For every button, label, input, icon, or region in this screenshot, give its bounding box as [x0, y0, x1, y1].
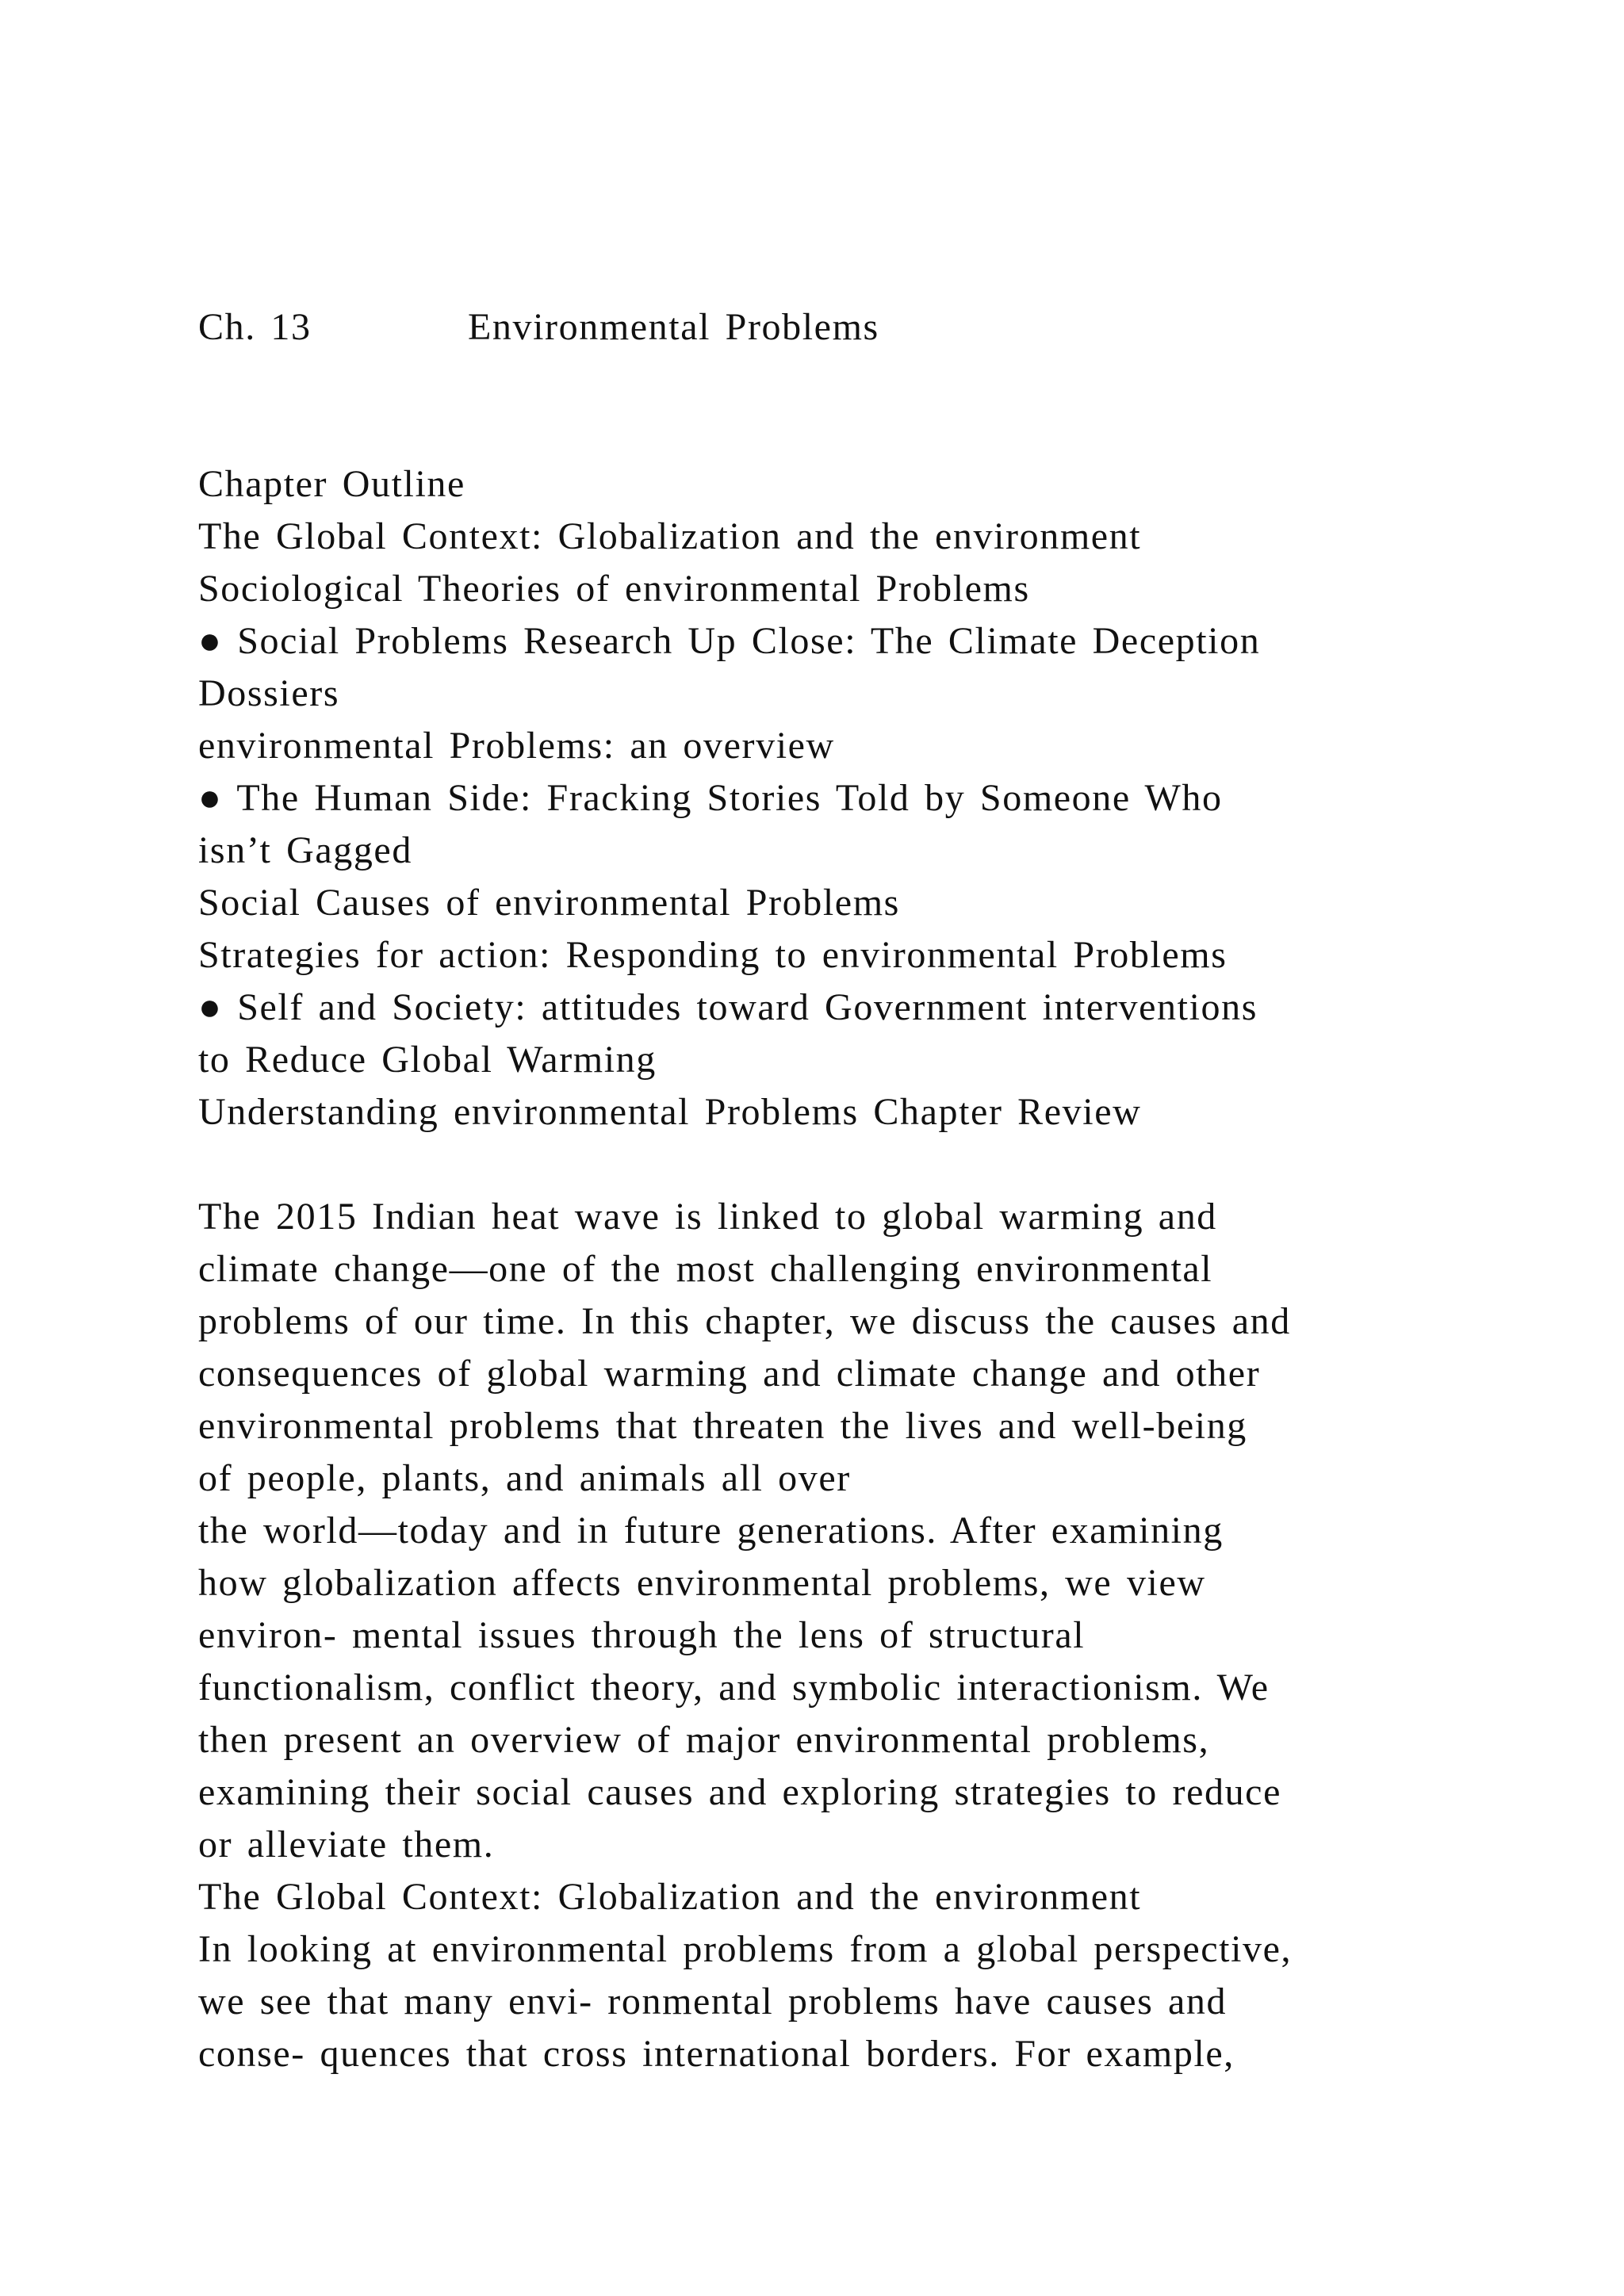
- outline-line: Social Causes of environmental Problems: [198, 882, 900, 924]
- section-heading: The Global Context: Globalization and the environment: [198, 1876, 1142, 1918]
- body-line: of people, plants, and animals all over: [198, 1457, 851, 1499]
- chapter-heading: [198, 301, 879, 354]
- outline-line: to Reduce Global Warming: [198, 1039, 657, 1081]
- body-line: how globalization affects environmental problems, we view: [198, 1562, 1206, 1604]
- body-line: the world—today and in future generations. After examining: [198, 1510, 1224, 1552]
- body-line: The 2015 Indian heat wave is linked to global warming and: [198, 1196, 1217, 1238]
- body-line: problems of our time. In this chapter, we discuss the causes and: [198, 1300, 1291, 1342]
- outline-line: The Global Context: Globalization and the environment: [198, 515, 1142, 557]
- outline-heading: Chapter Outline: [198, 463, 465, 505]
- outline-line: ● Self and Society: attitudes toward Government interventions: [198, 986, 1258, 1028]
- body-line: In looking at environmental problems from a global perspective,: [198, 1928, 1293, 1970]
- outline-line: Strategies for action: Responding to environmental Problems: [198, 934, 1228, 976]
- body-line: environ- mental issues through the lens of structural: [198, 1614, 1086, 1656]
- body-line: we see that many envi- ronmental problems have causes and: [198, 1980, 1228, 2022]
- body-line: examining their social causes and exploring strategies to reduce: [198, 1771, 1281, 1813]
- body-line: consequences of global warming and climate change and other: [198, 1353, 1261, 1395]
- body-line: then present an overview of major environmental problems,: [198, 1719, 1210, 1761]
- outline-line: isn’t Gagged: [198, 829, 412, 871]
- outline-line: Sociological Theories of environmental Problems: [198, 568, 1030, 610]
- outline-line: ● Social Problems Research Up Close: The Climate Deception: [198, 620, 1261, 662]
- outline-line: Dossiers: [198, 672, 340, 714]
- body-line: functionalism, conflict theory, and symbolic interactionism. We: [198, 1667, 1270, 1709]
- chapter-title: Environmental Problems: [468, 306, 879, 348]
- body-line: conse- quences that cross international borders. For example,: [198, 2033, 1235, 2075]
- outline-line: ● The Human Side: Fracking Stories Told by Someone Who: [198, 777, 1223, 819]
- outline-line: environmental Problems: an overview: [198, 725, 835, 767]
- chapter-number: Ch. 13: [198, 306, 312, 348]
- body-line: climate change—one of the most challenging environmental: [198, 1248, 1213, 1290]
- body-line: or alleviate them.: [198, 1823, 495, 1866]
- body-line: environmental problems that threaten the lives and well-being: [198, 1405, 1247, 1447]
- outline-line: Understanding environmental Problems Chapter Review: [198, 1091, 1142, 1133]
